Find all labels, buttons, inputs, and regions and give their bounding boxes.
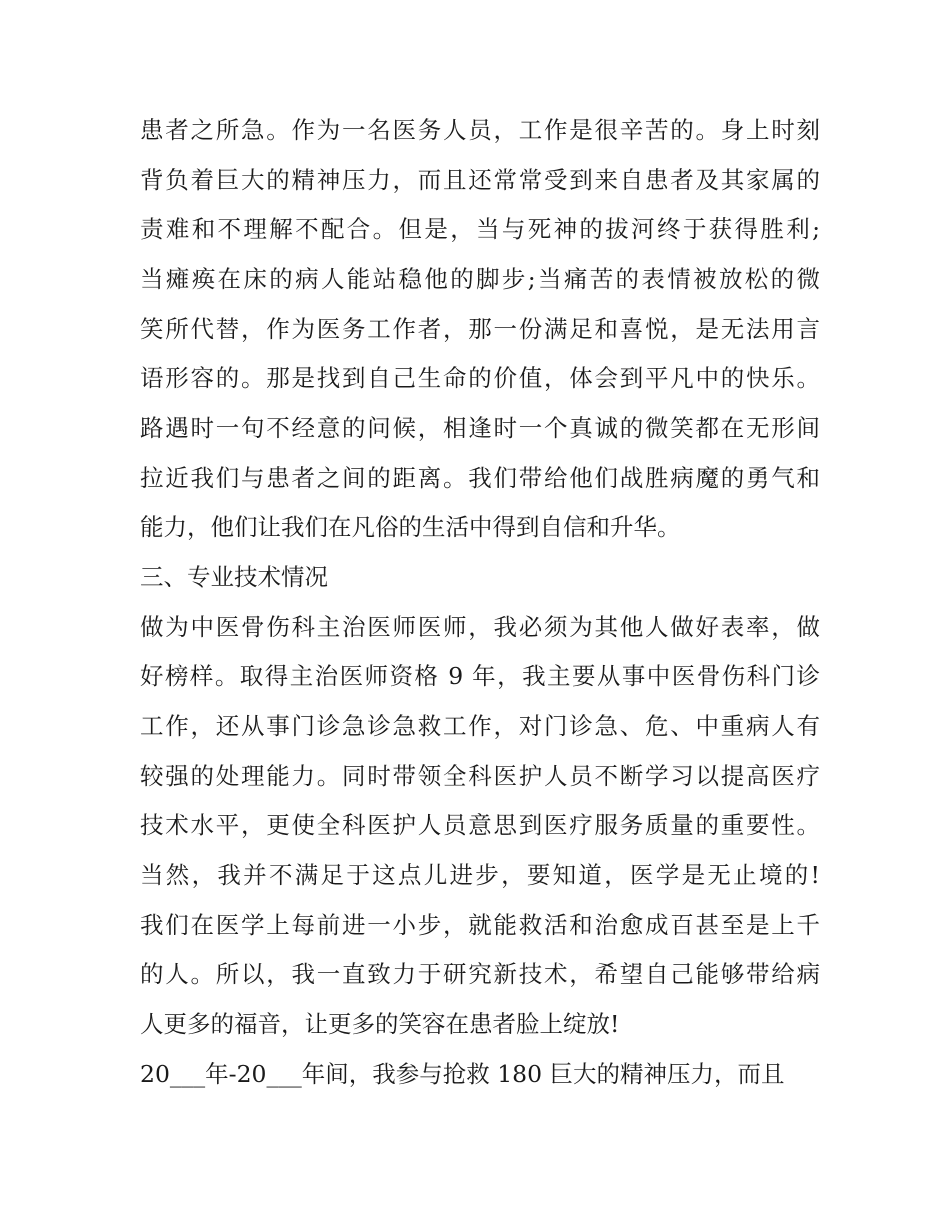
paragraph-line: 做为中医骨伤科主治医师医师，我必须为其他人做好表率，做 [140, 613, 820, 641]
paragraph-line: 路遇时一句不经意的问候，相逢时一个真诚的微笑都在无形间 [140, 414, 820, 442]
paragraph-line: 背负着巨大的精神压力，而且还常常受到来自患者及其家属的 [140, 166, 820, 194]
paragraph-line: 患者之所急。作为一名医务人员，工作是很辛苦的。身上时刻 [140, 116, 820, 144]
paragraph-line: 工作，还从事门诊急诊急救工作，对门诊急、危、中重病人有 [140, 712, 820, 740]
paragraph-line: 较强的处理能力。同时带领全科医护人员不断学习以提高医疗 [140, 762, 820, 790]
paragraph-line: 语形容的。那是找到自己生命的价值，体会到平凡中的快乐。 [140, 364, 820, 392]
paragraph-line: 20___年-20___年间，我参与抢救 180 巨大的精神压力，而且 [140, 1060, 785, 1088]
paragraph-line: 人更多的福音，让更多的笑容在患者脸上绽放! [140, 1010, 620, 1038]
paragraph-line: 的人。所以，我一直致力于研究新技术，希望自己能够带给病 [140, 960, 820, 988]
paragraph-line: 笑所代替，作为医务工作者，那一份满足和喜悦，是无法用言 [140, 315, 820, 343]
paragraph-line: 技术水平，更使全科医护人员意思到医疗服务质量的重要性。 [140, 811, 820, 839]
paragraph-line: 责难和不理解不配合。但是，当与死神的拔河终于获得胜利; [140, 215, 820, 243]
section-heading: 三、专业技术情况 [140, 563, 328, 591]
paragraph-line: 当瘫痪在床的病人能站稳他的脚步;当痛苦的表情被放松的微 [140, 265, 820, 293]
paragraph-line: 当然，我并不满足于这点儿进步，要知道，医学是无止境的! [140, 861, 820, 889]
paragraph-line: 我们在医学上每前进一小步，就能救活和治愈成百甚至是上千 [140, 911, 820, 939]
paragraph-line: 拉近我们与患者之间的距离。我们带给他们战胜病魔的勇气和 [140, 464, 820, 492]
paragraph-line: 好榜样。取得主治医师资格 9 年，我主要从事中医骨伤科门诊 [140, 662, 820, 690]
paragraph-line: 能力，他们让我们在凡俗的生活中得到自信和升华。 [140, 513, 681, 541]
